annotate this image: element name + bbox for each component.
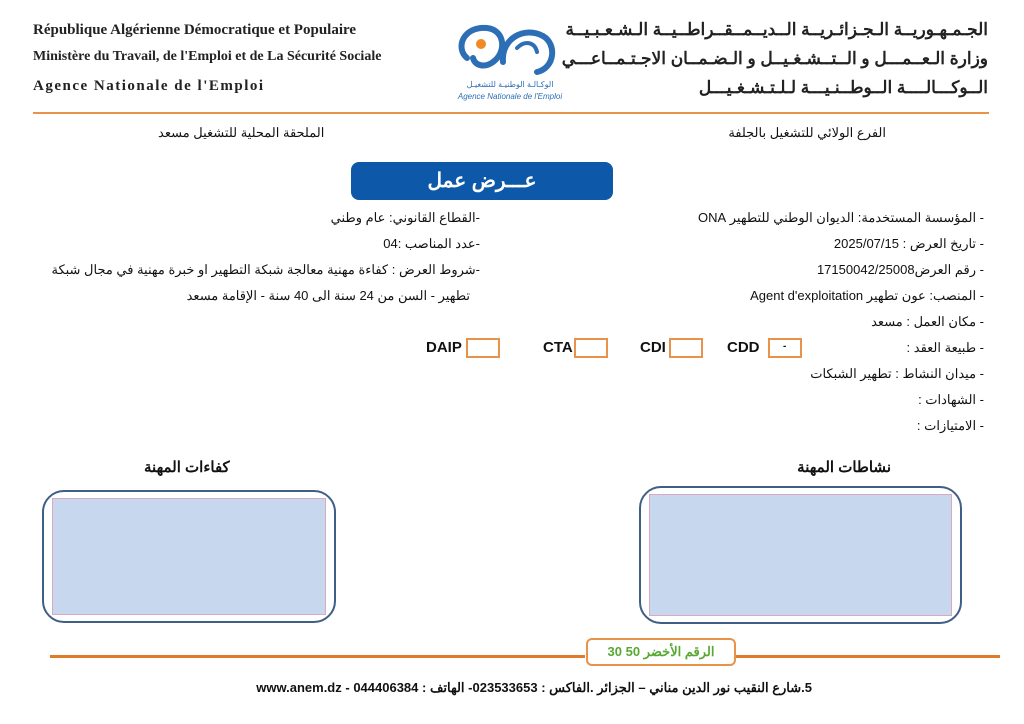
header-fr-agency: Agence Nationale de l'Emploi [33,78,265,94]
logo-arabic-text: الوكـالـة الوطنيـة للتشغيـل [466,80,554,89]
skills-panel [42,490,336,623]
contract-cdd-label: CDD [727,339,760,356]
field-position: - المنصب: عون تطهير Agent d'exploitation [750,288,984,303]
skills-title: كفاءات المهنة [144,459,230,476]
header-fr-republic: République Algérienne Démocratique et Populaire [33,22,357,38]
activities-panel-content [649,494,952,616]
field-privileges: - الامتيازات : [916,418,984,433]
offer-title-banner: عـــرض عمل [351,162,613,200]
contract-cdi-label: CDI [640,339,666,356]
header-ar-republic: الجـمـهـوريــة الـجـزائـريــة الــديــمــقــراطــيــة الـشـعـبـيــة [565,20,988,39]
field-offer-number: - رقم العرض17150042/25008 [816,262,984,277]
footer-line-left [50,655,585,658]
field-offer-date: - تاريخ العرض : 2025/07/15 [833,236,984,251]
field-conditions-continued: تطهير - السن من 24 سنة الى 40 سنة - الإقامة مسعد [186,288,470,303]
field-diplomas: - الشهادات : [918,392,984,407]
activities-panel [639,486,962,624]
anem-logo [445,18,575,108]
contract-cdd-checkbox[interactable] [768,338,802,358]
field-workplace: - مكان العمل : مسعد [871,314,984,329]
header-ar-agency: الــوكـــالــــة الــوطــنـيـــة لـلـتـشـغـيـــل [698,78,988,97]
field-employer: - المؤسسة المستخدمة: الديوان الوطني للتطهير ONA [697,210,984,225]
anem-logo-mark [445,18,575,88]
header-divider [33,112,989,114]
office-annex: الملحقة المحلية للتشغيل مسعد [158,125,325,140]
field-conditions: -شروط العرض : كفاءة مهنية معالجة شبكة التطهير او خبرة مهنية في مجال شبكة [51,262,480,277]
field-positions-count: -عدد المناصب :04 [383,236,480,251]
header-fr-ministry: Ministère du Travail, de l'Emploi et de La Sécurité Sociale [33,49,382,64]
contract-cta-checkbox[interactable] [574,338,608,358]
activities-title: نشاطات المهنة [797,459,891,476]
skills-panel-content [52,498,326,615]
footer-line-right [736,655,1000,658]
green-number-badge: الرقم الأخضر 50 30 [586,638,736,666]
footer-address: 5.شارع النقيب نور الدين مناني – الجزائر .الفاكس : 023533653- الهاتف : 044406384 - www.anem.dz [256,680,812,695]
check-mark-icon: - [783,341,787,352]
logo-french-text: Agence Nationale de l'Emploi [457,92,563,101]
office-branch: الفرع الولائي للتشغيل بالجلفة [728,125,886,140]
contract-cdi-checkbox[interactable] [669,338,703,358]
contract-cta-label: CTA [543,339,573,356]
contract-daip-checkbox[interactable] [466,338,500,358]
field-contract-type: - طبيعة العقد : [906,340,984,355]
header-ar-ministry: وزارة الـعــمـــل و الــتــشـغـيــل و الـضـمــان الاجـتـمــاعـــي [561,49,988,68]
field-legal-sector: -القطاع القانوني: عام وطني [330,210,480,225]
field-activity: - ميدان النشاط : تطهير الشبكات [810,366,984,381]
contract-daip-label: DAIP [426,339,462,356]
